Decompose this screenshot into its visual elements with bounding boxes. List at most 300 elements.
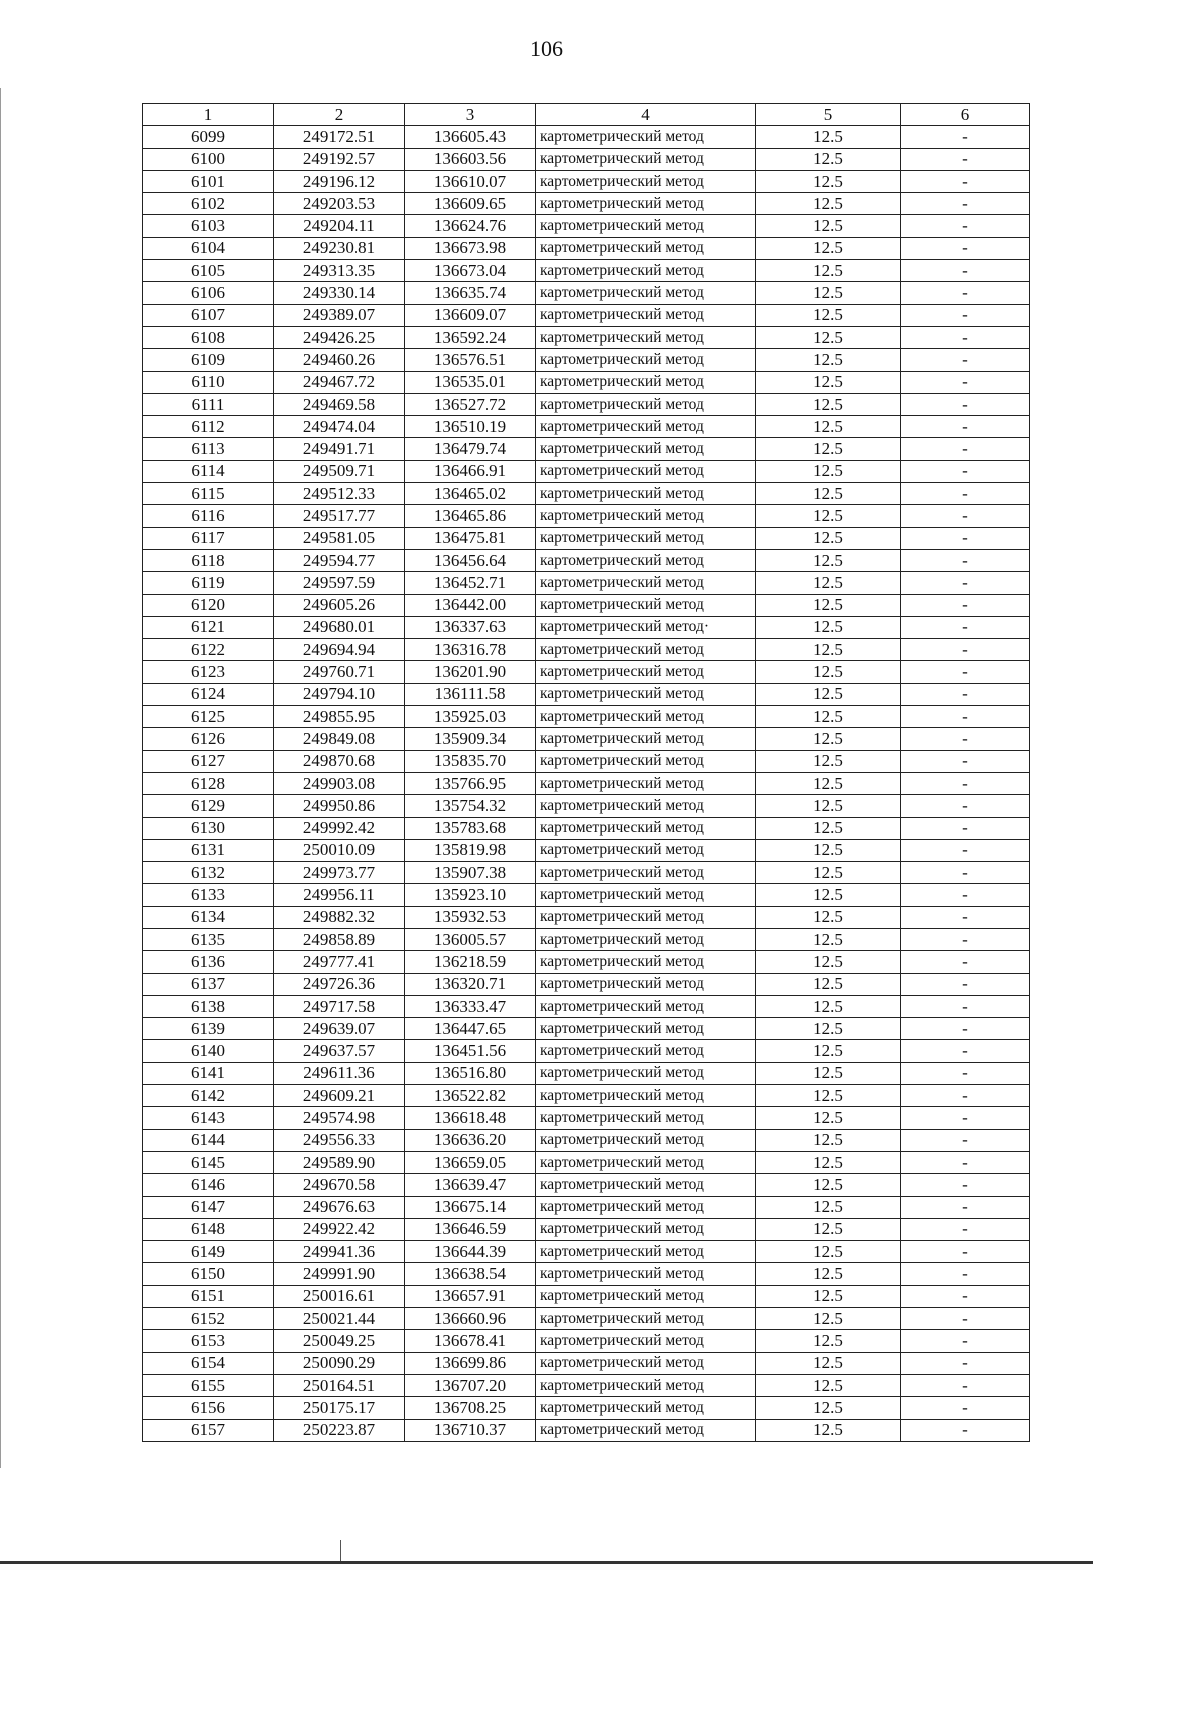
accuracy-cell: 12.5 bbox=[756, 1062, 901, 1084]
accuracy-cell: 12.5 bbox=[756, 215, 901, 237]
note-cell: - bbox=[901, 728, 1030, 750]
x-coordinate-cell: 249594.77 bbox=[274, 549, 405, 571]
accuracy-cell: 12.5 bbox=[756, 193, 901, 215]
y-coordinate-cell: 136673.98 bbox=[405, 237, 536, 259]
y-coordinate-cell: 136576.51 bbox=[405, 349, 536, 371]
y-coordinate-cell: 136605.43 bbox=[405, 126, 536, 148]
point-number-cell: 6118 bbox=[143, 549, 274, 571]
accuracy-cell: 12.5 bbox=[756, 505, 901, 527]
y-coordinate-cell: 136603.56 bbox=[405, 148, 536, 170]
page-number: 106 bbox=[530, 36, 563, 61]
note-cell: - bbox=[901, 193, 1030, 215]
x-coordinate-cell: 249760.71 bbox=[274, 661, 405, 683]
table-row bbox=[143, 951, 1030, 973]
table-row bbox=[143, 1196, 1030, 1218]
note-cell: - bbox=[901, 1419, 1030, 1441]
y-coordinate-cell: 136592.24 bbox=[405, 326, 536, 348]
note-cell: - bbox=[901, 951, 1030, 973]
table-row bbox=[143, 1174, 1030, 1196]
table-row bbox=[143, 438, 1030, 460]
y-coordinate-cell: 136535.01 bbox=[405, 371, 536, 393]
table-row bbox=[143, 839, 1030, 861]
method-cell: картометрический метод bbox=[536, 193, 756, 215]
point-number-cell: 6106 bbox=[143, 282, 274, 304]
method-cell: картометрический метод bbox=[536, 326, 756, 348]
accuracy-cell: 12.5 bbox=[756, 928, 901, 950]
method-cell: картометрический метод bbox=[536, 148, 756, 170]
point-number-cell: 6117 bbox=[143, 527, 274, 549]
note-cell: - bbox=[901, 1085, 1030, 1107]
accuracy-cell: 12.5 bbox=[756, 148, 901, 170]
x-coordinate-cell: 250223.87 bbox=[274, 1419, 405, 1441]
x-coordinate-cell: 249589.90 bbox=[274, 1151, 405, 1173]
x-coordinate-cell: 250021.44 bbox=[274, 1308, 405, 1330]
point-number-cell: 6100 bbox=[143, 148, 274, 170]
note-cell: - bbox=[901, 416, 1030, 438]
method-cell: картометрический метод bbox=[536, 1374, 756, 1396]
method-cell: картометрический метод bbox=[536, 817, 756, 839]
table-row bbox=[143, 1040, 1030, 1062]
note-cell: - bbox=[901, 349, 1030, 371]
x-coordinate-cell: 250090.29 bbox=[274, 1352, 405, 1374]
note-cell: - bbox=[901, 884, 1030, 906]
point-number-cell: 6099 bbox=[143, 126, 274, 148]
point-number-cell: 6119 bbox=[143, 572, 274, 594]
accuracy-cell: 12.5 bbox=[756, 572, 901, 594]
x-coordinate-cell: 249460.26 bbox=[274, 349, 405, 371]
note-cell: - bbox=[901, 1241, 1030, 1263]
accuracy-cell: 12.5 bbox=[756, 951, 901, 973]
accuracy-cell: 12.5 bbox=[756, 973, 901, 995]
table-row bbox=[143, 1419, 1030, 1441]
x-coordinate-cell: 249717.58 bbox=[274, 995, 405, 1017]
y-coordinate-cell: 136465.02 bbox=[405, 483, 536, 505]
note-cell: - bbox=[901, 1285, 1030, 1307]
table-row bbox=[143, 995, 1030, 1017]
accuracy-cell: 12.5 bbox=[756, 416, 901, 438]
y-coordinate-cell: 136320.71 bbox=[405, 973, 536, 995]
point-number-cell: 6113 bbox=[143, 438, 274, 460]
accuracy-cell: 12.5 bbox=[756, 393, 901, 415]
point-number-cell: 6133 bbox=[143, 884, 274, 906]
point-number-cell: 6140 bbox=[143, 1040, 274, 1062]
y-coordinate-cell: 135783.68 bbox=[405, 817, 536, 839]
accuracy-cell: 12.5 bbox=[756, 460, 901, 482]
method-cell: картометрический метод bbox=[536, 862, 756, 884]
y-coordinate-cell: 136636.20 bbox=[405, 1129, 536, 1151]
method-cell: картометрический метод bbox=[536, 215, 756, 237]
method-cell: картометрический метод bbox=[536, 260, 756, 282]
point-number-cell: 6156 bbox=[143, 1397, 274, 1419]
accuracy-cell: 12.5 bbox=[756, 817, 901, 839]
method-cell: картометрический метод bbox=[536, 483, 756, 505]
scan-bottom-edge bbox=[0, 1561, 1093, 1564]
x-coordinate-cell: 250175.17 bbox=[274, 1397, 405, 1419]
method-cell: картометрический метод bbox=[536, 505, 756, 527]
method-cell: картометрический метод bbox=[536, 1419, 756, 1441]
point-number-cell: 6115 bbox=[143, 483, 274, 505]
y-coordinate-cell: 135907.38 bbox=[405, 862, 536, 884]
note-cell: - bbox=[901, 1218, 1030, 1240]
point-number-cell: 6138 bbox=[143, 995, 274, 1017]
accuracy-cell: 12.5 bbox=[756, 260, 901, 282]
table-row bbox=[143, 393, 1030, 415]
x-coordinate-cell: 249509.71 bbox=[274, 460, 405, 482]
accuracy-cell: 12.5 bbox=[756, 1419, 901, 1441]
x-coordinate-cell: 250049.25 bbox=[274, 1330, 405, 1352]
method-cell: картометрический метод bbox=[536, 349, 756, 371]
accuracy-cell: 12.5 bbox=[756, 1196, 901, 1218]
point-number-cell: 6141 bbox=[143, 1062, 274, 1084]
note-cell: - bbox=[901, 282, 1030, 304]
x-coordinate-cell: 249870.68 bbox=[274, 750, 405, 772]
point-number-cell: 6143 bbox=[143, 1107, 274, 1129]
table-row bbox=[143, 1285, 1030, 1307]
point-number-cell: 6107 bbox=[143, 304, 274, 326]
accuracy-cell: 12.5 bbox=[756, 795, 901, 817]
point-number-cell: 6129 bbox=[143, 795, 274, 817]
x-coordinate-cell: 249556.33 bbox=[274, 1129, 405, 1151]
note-cell: - bbox=[901, 772, 1030, 794]
point-number-cell: 6155 bbox=[143, 1374, 274, 1396]
point-number-cell: 6157 bbox=[143, 1419, 274, 1441]
table-row bbox=[143, 795, 1030, 817]
note-cell: - bbox=[901, 460, 1030, 482]
x-coordinate-cell: 249609.21 bbox=[274, 1085, 405, 1107]
point-number-cell: 6148 bbox=[143, 1218, 274, 1240]
table-row bbox=[143, 416, 1030, 438]
y-coordinate-cell: 136475.81 bbox=[405, 527, 536, 549]
method-cell: картометрический метод bbox=[536, 594, 756, 616]
note-cell: - bbox=[901, 862, 1030, 884]
x-coordinate-cell: 250016.61 bbox=[274, 1285, 405, 1307]
table-row bbox=[143, 1330, 1030, 1352]
note-cell: - bbox=[901, 750, 1030, 772]
method-cell: картометрический метод bbox=[536, 772, 756, 794]
x-coordinate-cell: 249196.12 bbox=[274, 170, 405, 192]
note-cell: - bbox=[901, 215, 1030, 237]
point-number-cell: 6109 bbox=[143, 349, 274, 371]
x-coordinate-cell: 249680.01 bbox=[274, 616, 405, 638]
table-row bbox=[143, 1062, 1030, 1084]
table-body bbox=[143, 126, 1030, 1442]
accuracy-cell: 12.5 bbox=[756, 1040, 901, 1062]
note-cell: - bbox=[901, 639, 1030, 661]
y-coordinate-cell: 136527.72 bbox=[405, 393, 536, 415]
point-number-cell: 6103 bbox=[143, 215, 274, 237]
method-cell: картометрический метод bbox=[536, 371, 756, 393]
note-cell: - bbox=[901, 148, 1030, 170]
x-coordinate-cell: 249639.07 bbox=[274, 1018, 405, 1040]
x-coordinate-cell: 249676.63 bbox=[274, 1196, 405, 1218]
table-row bbox=[143, 237, 1030, 259]
accuracy-cell: 12.5 bbox=[756, 1151, 901, 1173]
x-coordinate-cell: 249512.33 bbox=[274, 483, 405, 505]
note-cell: - bbox=[901, 393, 1030, 415]
table-row bbox=[143, 906, 1030, 928]
x-coordinate-cell: 249597.59 bbox=[274, 572, 405, 594]
table-row bbox=[143, 1085, 1030, 1107]
note-cell: - bbox=[901, 126, 1030, 148]
y-coordinate-cell: 136516.80 bbox=[405, 1062, 536, 1084]
note-cell: - bbox=[901, 304, 1030, 326]
table-row bbox=[143, 326, 1030, 348]
method-cell: картометрический метод bbox=[536, 1151, 756, 1173]
note-cell: - bbox=[901, 1151, 1030, 1173]
x-coordinate-cell: 249474.04 bbox=[274, 416, 405, 438]
note-cell: - bbox=[901, 1174, 1030, 1196]
x-coordinate-cell: 250010.09 bbox=[274, 839, 405, 861]
note-cell: - bbox=[901, 795, 1030, 817]
method-cell: картометрический метод bbox=[536, 126, 756, 148]
x-coordinate-cell: 249991.90 bbox=[274, 1263, 405, 1285]
method-cell: картометрический метод bbox=[536, 282, 756, 304]
note-cell: - bbox=[901, 906, 1030, 928]
table-row bbox=[143, 527, 1030, 549]
table-row bbox=[143, 728, 1030, 750]
method-cell: картометрический метод bbox=[536, 1018, 756, 1040]
x-coordinate-cell: 249637.57 bbox=[274, 1040, 405, 1062]
y-coordinate-cell: 136644.39 bbox=[405, 1241, 536, 1263]
y-coordinate-cell: 136609.07 bbox=[405, 304, 536, 326]
accuracy-cell: 12.5 bbox=[756, 839, 901, 861]
accuracy-cell: 12.5 bbox=[756, 995, 901, 1017]
y-coordinate-cell: 136510.19 bbox=[405, 416, 536, 438]
table-row bbox=[143, 772, 1030, 794]
table-row bbox=[143, 616, 1030, 638]
note-cell: - bbox=[901, 594, 1030, 616]
accuracy-cell: 12.5 bbox=[756, 438, 901, 460]
table-row bbox=[143, 1151, 1030, 1173]
point-number-cell: 6105 bbox=[143, 260, 274, 282]
point-number-cell: 6104 bbox=[143, 237, 274, 259]
y-coordinate-cell: 136635.74 bbox=[405, 282, 536, 304]
method-cell: картометрический метод bbox=[536, 639, 756, 661]
table-row bbox=[143, 193, 1030, 215]
method-cell: картометрический метод bbox=[536, 1308, 756, 1330]
method-cell: картометрический метод bbox=[536, 170, 756, 192]
column-header: 6 bbox=[901, 104, 1030, 126]
table-row bbox=[143, 1107, 1030, 1129]
accuracy-cell: 12.5 bbox=[756, 661, 901, 683]
y-coordinate-cell: 135766.95 bbox=[405, 772, 536, 794]
table-row bbox=[143, 371, 1030, 393]
table-row bbox=[143, 1241, 1030, 1263]
x-coordinate-cell: 249670.58 bbox=[274, 1174, 405, 1196]
y-coordinate-cell: 136678.41 bbox=[405, 1330, 536, 1352]
x-coordinate-cell: 249941.36 bbox=[274, 1241, 405, 1263]
x-coordinate-cell: 249491.71 bbox=[274, 438, 405, 460]
x-coordinate-cell: 249950.86 bbox=[274, 795, 405, 817]
y-coordinate-cell: 135835.70 bbox=[405, 750, 536, 772]
table-row bbox=[143, 1397, 1030, 1419]
y-coordinate-cell: 135923.10 bbox=[405, 884, 536, 906]
note-cell: - bbox=[901, 1062, 1030, 1084]
accuracy-cell: 12.5 bbox=[756, 237, 901, 259]
accuracy-cell: 12.5 bbox=[756, 1107, 901, 1129]
note-cell: - bbox=[901, 683, 1030, 705]
accuracy-cell: 12.5 bbox=[756, 750, 901, 772]
x-coordinate-cell: 249313.35 bbox=[274, 260, 405, 282]
y-coordinate-cell: 136660.96 bbox=[405, 1308, 536, 1330]
point-number-cell: 6120 bbox=[143, 594, 274, 616]
note-cell: - bbox=[901, 527, 1030, 549]
y-coordinate-cell: 136451.56 bbox=[405, 1040, 536, 1062]
accuracy-cell: 12.5 bbox=[756, 683, 901, 705]
point-number-cell: 6142 bbox=[143, 1085, 274, 1107]
note-cell: - bbox=[901, 995, 1030, 1017]
table-row bbox=[143, 973, 1030, 995]
table-row bbox=[143, 884, 1030, 906]
table-row bbox=[143, 639, 1030, 661]
method-cell: картометрический метод bbox=[536, 1107, 756, 1129]
method-cell: картометрический метод bbox=[536, 884, 756, 906]
method-cell: картометрический метод bbox=[536, 1085, 756, 1107]
scan-left-edge bbox=[0, 88, 1, 1468]
table-row bbox=[143, 126, 1030, 148]
note-cell: - bbox=[901, 1129, 1030, 1151]
table-row bbox=[143, 817, 1030, 839]
method-cell: картометрический метод bbox=[536, 527, 756, 549]
accuracy-cell: 12.5 bbox=[756, 527, 901, 549]
y-coordinate-cell: 136316.78 bbox=[405, 639, 536, 661]
x-coordinate-cell: 249882.32 bbox=[274, 906, 405, 928]
point-number-cell: 6128 bbox=[143, 772, 274, 794]
table-row bbox=[143, 706, 1030, 728]
point-number-cell: 6152 bbox=[143, 1308, 274, 1330]
method-cell: картометрический метод bbox=[536, 928, 756, 950]
x-coordinate-cell: 249469.58 bbox=[274, 393, 405, 415]
note-cell: - bbox=[901, 170, 1030, 192]
y-coordinate-cell: 136005.57 bbox=[405, 928, 536, 950]
accuracy-cell: 12.5 bbox=[756, 594, 901, 616]
point-number-cell: 6150 bbox=[143, 1263, 274, 1285]
method-cell: картометрический метод bbox=[536, 416, 756, 438]
method-cell: картометрический метод bbox=[536, 1241, 756, 1263]
y-coordinate-cell: 136333.47 bbox=[405, 995, 536, 1017]
accuracy-cell: 12.5 bbox=[756, 906, 901, 928]
method-cell: картометрический метод bbox=[536, 973, 756, 995]
x-coordinate-cell: 249922.42 bbox=[274, 1218, 405, 1240]
table-header-row bbox=[143, 104, 1030, 126]
point-number-cell: 6146 bbox=[143, 1174, 274, 1196]
point-number-cell: 6114 bbox=[143, 460, 274, 482]
method-cell: картометрический метод bbox=[536, 1129, 756, 1151]
note-cell: - bbox=[901, 438, 1030, 460]
point-number-cell: 6136 bbox=[143, 951, 274, 973]
method-cell: картометрический метод bbox=[536, 1330, 756, 1352]
coordinates-table bbox=[142, 103, 1030, 1442]
method-cell: картометрический метод bbox=[536, 1218, 756, 1240]
y-coordinate-cell: 136624.76 bbox=[405, 215, 536, 237]
table-row bbox=[143, 260, 1030, 282]
method-cell: картометрический метод bbox=[536, 1263, 756, 1285]
method-cell: картометрический метод bbox=[536, 304, 756, 326]
x-coordinate-cell: 249777.41 bbox=[274, 951, 405, 973]
accuracy-cell: 12.5 bbox=[756, 371, 901, 393]
x-coordinate-cell: 249903.08 bbox=[274, 772, 405, 794]
accuracy-cell: 12.5 bbox=[756, 772, 901, 794]
x-coordinate-cell: 249192.57 bbox=[274, 148, 405, 170]
x-coordinate-cell: 249855.95 bbox=[274, 706, 405, 728]
table-row bbox=[143, 1374, 1030, 1396]
accuracy-cell: 12.5 bbox=[756, 326, 901, 348]
x-coordinate-cell: 249574.98 bbox=[274, 1107, 405, 1129]
x-coordinate-cell: 249611.36 bbox=[274, 1062, 405, 1084]
point-number-cell: 6108 bbox=[143, 326, 274, 348]
x-coordinate-cell: 249230.81 bbox=[274, 237, 405, 259]
point-number-cell: 6131 bbox=[143, 839, 274, 861]
table-row bbox=[143, 572, 1030, 594]
x-coordinate-cell: 250164.51 bbox=[274, 1374, 405, 1396]
method-cell: картометрический метод bbox=[536, 237, 756, 259]
table-row bbox=[143, 349, 1030, 371]
table-row bbox=[143, 862, 1030, 884]
note-cell: - bbox=[901, 1308, 1030, 1330]
column-header: 2 bbox=[274, 104, 405, 126]
y-coordinate-cell: 136639.47 bbox=[405, 1174, 536, 1196]
note-cell: - bbox=[901, 483, 1030, 505]
table-row bbox=[143, 549, 1030, 571]
point-number-cell: 6123 bbox=[143, 661, 274, 683]
point-number-cell: 6130 bbox=[143, 817, 274, 839]
note-cell: - bbox=[901, 549, 1030, 571]
accuracy-cell: 12.5 bbox=[756, 1218, 901, 1240]
method-cell: картометрический метод bbox=[536, 572, 756, 594]
y-coordinate-cell: 136618.48 bbox=[405, 1107, 536, 1129]
note-cell: - bbox=[901, 371, 1030, 393]
accuracy-cell: 12.5 bbox=[756, 706, 901, 728]
point-number-cell: 6125 bbox=[143, 706, 274, 728]
x-coordinate-cell: 249172.51 bbox=[274, 126, 405, 148]
method-cell: картометрический метод bbox=[536, 995, 756, 1017]
x-coordinate-cell: 249467.72 bbox=[274, 371, 405, 393]
y-coordinate-cell: 135909.34 bbox=[405, 728, 536, 750]
point-number-cell: 6134 bbox=[143, 906, 274, 928]
table-row bbox=[143, 170, 1030, 192]
note-cell: - bbox=[901, 326, 1030, 348]
note-cell: - bbox=[901, 1018, 1030, 1040]
table-row bbox=[143, 1263, 1030, 1285]
x-coordinate-cell: 249956.11 bbox=[274, 884, 405, 906]
table-row bbox=[143, 460, 1030, 482]
y-coordinate-cell: 136673.04 bbox=[405, 260, 536, 282]
y-coordinate-cell: 136442.00 bbox=[405, 594, 536, 616]
note-cell: - bbox=[901, 237, 1030, 259]
note-cell: - bbox=[901, 661, 1030, 683]
accuracy-cell: 12.5 bbox=[756, 1308, 901, 1330]
point-number-cell: 6111 bbox=[143, 393, 274, 415]
accuracy-cell: 12.5 bbox=[756, 282, 901, 304]
note-cell: - bbox=[901, 1397, 1030, 1419]
point-number-cell: 6137 bbox=[143, 973, 274, 995]
column-header: 3 bbox=[405, 104, 536, 126]
method-cell: картометрический метод bbox=[536, 683, 756, 705]
accuracy-cell: 12.5 bbox=[756, 1018, 901, 1040]
method-cell: картометрический метод bbox=[536, 393, 756, 415]
point-number-cell: 6154 bbox=[143, 1352, 274, 1374]
y-coordinate-cell: 135819.98 bbox=[405, 839, 536, 861]
method-cell: картометрический метод bbox=[536, 1196, 756, 1218]
x-coordinate-cell: 249973.77 bbox=[274, 862, 405, 884]
y-coordinate-cell: 136638.54 bbox=[405, 1263, 536, 1285]
accuracy-cell: 12.5 bbox=[756, 349, 901, 371]
note-cell: - bbox=[901, 260, 1030, 282]
x-coordinate-cell: 249992.42 bbox=[274, 817, 405, 839]
point-number-cell: 6149 bbox=[143, 1241, 274, 1263]
point-number-cell: 6151 bbox=[143, 1285, 274, 1307]
x-coordinate-cell: 249694.94 bbox=[274, 639, 405, 661]
